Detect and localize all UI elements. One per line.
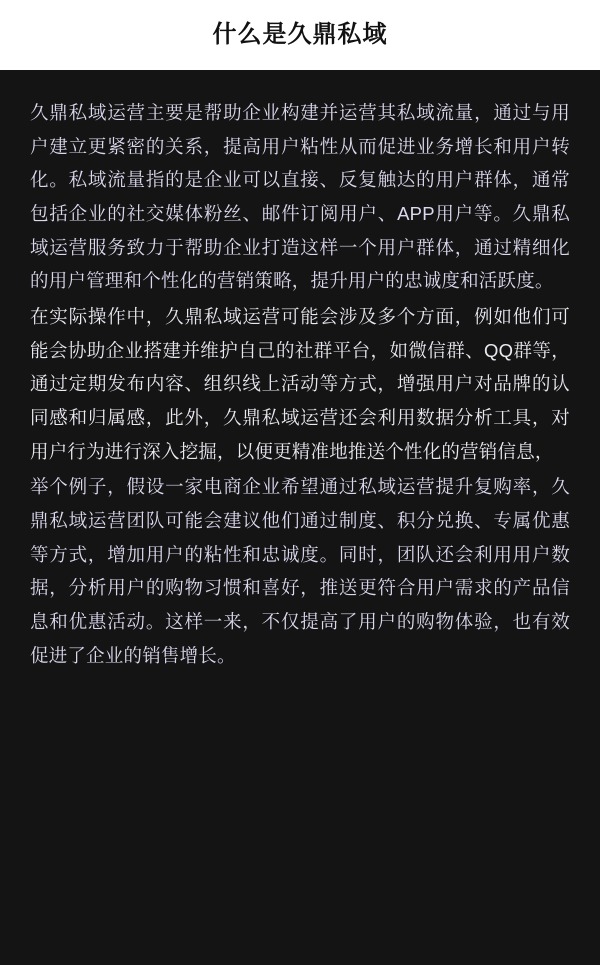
article-body (0, 70, 600, 965)
article-paragraph: 久鼎私域运营主要是帮助企业构建并运营其私域流量，通过与用户建立更紧密的关系，提高用户粘性从而促进业务增长和用户转化。私域流量指的是企业可以直接、反复触达的用户群体，通常包括企业的社交媒体粉丝、邮件订阅用户、APP用户等。久鼎私域运营服务致力于帮助企业打造这样一个用户群体，通过精细化的用户管理和个性化的营销策略，提升用户的忠诚度和活跃度。 (30, 102, 570, 292)
article-paragraph: 举个例子，假设一家电商企业希望通过私域运营提升复购率，久鼎私域运营团队可能会建议他们通过制度、积分兑换、专属优惠等方式，增加用户的粘性和忠诚度。同时，团队还会利用用户数据，分析用户的购物习惯和喜好，推送更符合用户需求的产品信息和优惠活动。这样一来，不仅提高了用户的购物体验，也有效促进了企业的销售增长。 (30, 476, 570, 666)
article-paragraph: 在实际操作中，久鼎私域运营可能会涉及多个方面，例如他们可能会协助企业搭建并维护自己的社群平台，如微信群、QQ群等，通过定期发布内容、组织线上活动等方式，增强用户对品牌的认同感和归属感，此外，久鼎私域运营还会利用数据分析工具，对用户行为进行深入挖掘，以便更精准地推送个性化的营销信息， (30, 305, 570, 462)
page-title: 什么是久鼎私域 (212, 20, 388, 48)
title-bar (0, 0, 600, 70)
